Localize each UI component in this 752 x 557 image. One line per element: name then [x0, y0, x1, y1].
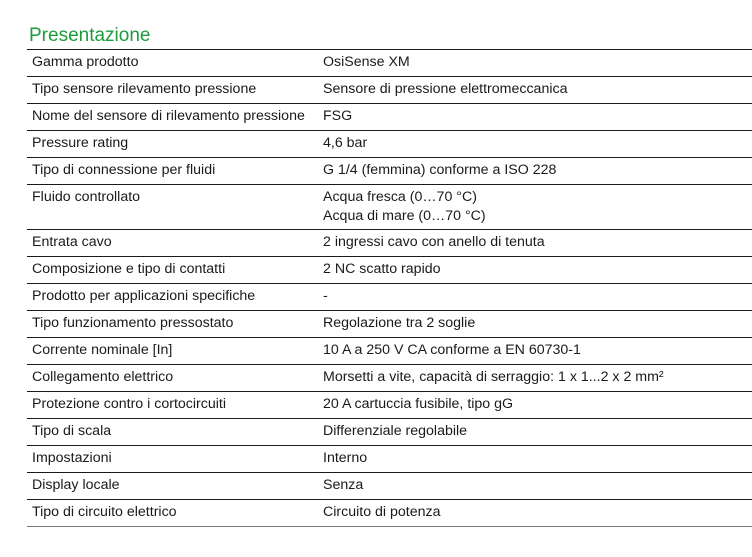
row-value	[318, 131, 752, 158]
value-line: Senza	[323, 477, 364, 493]
row-value	[318, 230, 752, 257]
row-value	[318, 365, 752, 392]
row-label: Entrata cavo	[27, 230, 318, 257]
row-label: Nome del sensore di rilevamento pressione	[27, 104, 318, 131]
row-label: Protezione contro i cortocircuiti	[27, 392, 318, 419]
row-label: Corrente nominale [In]	[27, 338, 318, 365]
value-line: Acqua di mare (0…70 °C)	[323, 207, 486, 224]
table-row	[27, 473, 752, 500]
value-line: 2 ingressi cavo con anello di tenuta	[323, 234, 545, 250]
row-value	[318, 311, 752, 338]
value-line: FSG	[323, 108, 353, 124]
row-value	[318, 392, 752, 419]
value-line: G 1/4 (femmina) conforme a ISO 228	[323, 162, 557, 178]
row-value	[318, 446, 752, 473]
row-value	[318, 77, 752, 104]
value-line: Interno	[323, 450, 368, 466]
table-row	[27, 311, 752, 338]
row-label: Pressure rating	[27, 131, 318, 158]
row-value	[318, 185, 752, 230]
value-line: Regolazione tra 2 soglie	[323, 315, 476, 331]
table-row	[27, 419, 752, 446]
row-value	[318, 338, 752, 365]
value-line: 10 A a 250 V CA conforme a EN 60730-1	[323, 342, 581, 358]
table-row	[27, 77, 752, 104]
table-row	[27, 284, 752, 311]
value-line: OsiSense XM	[323, 54, 410, 70]
table-row	[27, 230, 752, 257]
table-row	[27, 365, 752, 392]
row-label: Impostazioni	[27, 446, 318, 473]
row-value	[318, 50, 752, 77]
table-row	[27, 104, 752, 131]
table-row	[27, 185, 752, 230]
row-value	[318, 473, 752, 500]
table-row	[27, 50, 752, 77]
value-line: Morsetti a vite, capacità di serraggio: 1 x 1...2 x 2 mm²	[323, 369, 664, 385]
table-row	[27, 131, 752, 158]
value-line: Acqua fresca (0…70 °C)	[323, 189, 477, 205]
row-label: Tipo sensore rilevamento pressione	[27, 77, 318, 104]
row-label: Fluido controllato	[27, 185, 318, 230]
value-line: -	[323, 288, 328, 304]
table-row	[27, 446, 752, 473]
row-label: Composizione e tipo di contatti	[27, 257, 318, 284]
row-label: Collegamento elettrico	[27, 365, 318, 392]
value-line: Differenziale regolabile	[323, 423, 468, 439]
row-label: Prodotto per applicazioni specifiche	[27, 284, 318, 311]
table-row	[27, 158, 752, 185]
value-line: Sensore di pressione elettromeccanica	[323, 81, 568, 97]
row-label: Tipo di circuito elettrico	[27, 500, 318, 527]
row-value	[318, 257, 752, 284]
value-line: 20 A cartuccia fusibile, tipo gG	[323, 396, 514, 412]
section-title: Presentazione	[29, 25, 151, 46]
row-label: Tipo di scala	[27, 419, 318, 446]
row-label: Display locale	[27, 473, 318, 500]
table-row	[27, 392, 752, 419]
table-row	[27, 338, 752, 365]
value-line: 2 NC scatto rapido	[323, 261, 441, 277]
row-value	[318, 158, 752, 185]
row-label: Gamma prodotto	[27, 50, 318, 77]
row-value	[318, 104, 752, 131]
value-line: 4,6 bar	[323, 135, 368, 151]
row-value	[318, 419, 752, 446]
spec-table	[27, 49, 752, 527]
table-row	[27, 500, 752, 527]
table-row	[27, 257, 752, 284]
row-label: Tipo funzionamento pressostato	[27, 311, 318, 338]
row-value	[318, 284, 752, 311]
row-value	[318, 500, 752, 527]
value-line: Circuito di potenza	[323, 504, 441, 520]
row-label: Tipo di connessione per fluidi	[27, 158, 318, 185]
